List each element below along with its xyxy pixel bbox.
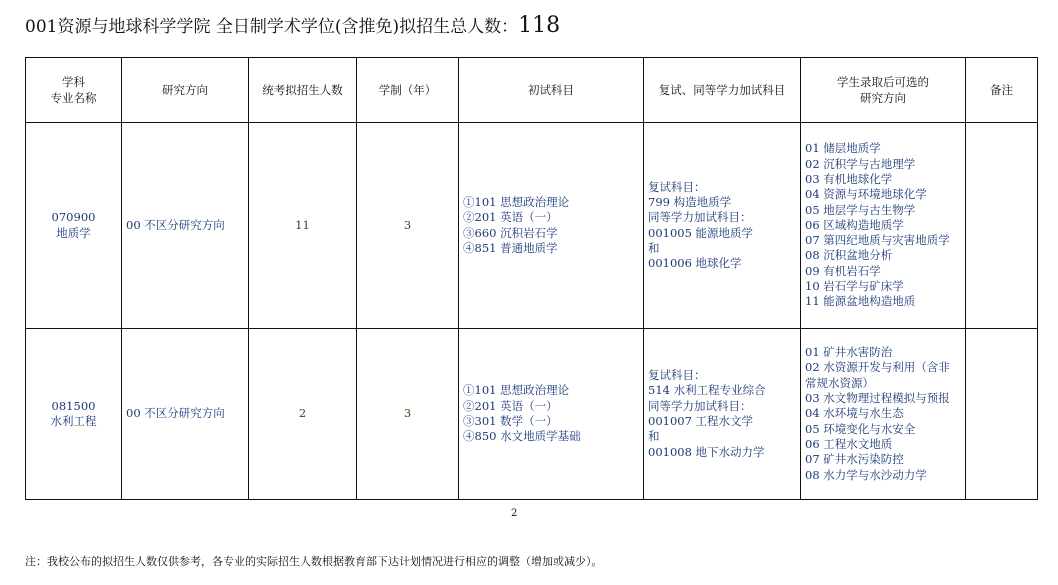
column-header: 研究方向 bbox=[122, 58, 249, 123]
line: 02 沉积学与古地理学 bbox=[805, 156, 916, 171]
major-name: 水利工程 bbox=[50, 414, 97, 428]
column-header: 复试、同等学力加试科目 bbox=[644, 58, 801, 123]
line: 10 岩石学与矿床学 bbox=[805, 279, 904, 294]
line: 06 区域构造地质学 bbox=[805, 217, 904, 232]
line: 复试科目： bbox=[648, 179, 706, 194]
major-name: 地质学 bbox=[56, 225, 91, 240]
column-header: 学制（年） bbox=[357, 58, 459, 123]
line: ④851 普通地质学 bbox=[463, 240, 558, 255]
line: 001007 工程水文学 bbox=[648, 414, 754, 428]
line: 03 水文物理过程模拟与预报 bbox=[805, 391, 950, 406]
table-row bbox=[26, 329, 1038, 500]
column-header: 统考拟招生人数 bbox=[249, 58, 357, 123]
remark-cell bbox=[966, 329, 1038, 500]
line: ①101 思想政治理论 bbox=[463, 194, 570, 209]
admissions-table bbox=[25, 57, 1038, 500]
line: 01 矿井水害防治 bbox=[805, 345, 893, 360]
retest-subjects-cell bbox=[644, 123, 801, 329]
retest-subjects-cell bbox=[644, 329, 801, 500]
line: 04 资源与环境地球化学 bbox=[805, 187, 927, 202]
line: 05 环境变化与水安全 bbox=[805, 421, 916, 436]
line: 08 沉积盆地分析 bbox=[805, 248, 893, 263]
line: 514 水利工程专业综合 bbox=[648, 383, 766, 398]
line: 和 bbox=[648, 429, 660, 444]
direction-cell: 00 不区分研究方向 bbox=[122, 123, 249, 329]
line: ②201 英语（一） bbox=[463, 210, 558, 225]
line: 07 矿井水污染防控 bbox=[805, 452, 904, 467]
table-row bbox=[26, 123, 1038, 329]
line: 02 水资源开发与利用（含非常规水资源） bbox=[805, 360, 950, 390]
remark-cell bbox=[966, 123, 1038, 329]
title-text: 001资源与地球科学学院 全日制学术学位(含推免)拟招生总人数： bbox=[25, 17, 519, 37]
line: 04 水环境与水生态 bbox=[805, 406, 904, 421]
line: 001006 地球化学 bbox=[648, 256, 742, 271]
column-header: 初试科目 bbox=[459, 58, 644, 123]
line: 08 水力学与水沙动力学 bbox=[805, 467, 927, 482]
direction-cell: 00 不区分研究方向 bbox=[122, 329, 249, 500]
column-header: 学科 专业名称 bbox=[26, 58, 122, 123]
line: 799 构造地质学 bbox=[648, 194, 732, 209]
page-title bbox=[25, 12, 560, 38]
line: 03 有机地球化学 bbox=[805, 171, 893, 186]
major-code: 081500 bbox=[51, 398, 96, 413]
research-options-cell bbox=[801, 123, 966, 329]
research-options-cell bbox=[801, 329, 966, 500]
line: 07 第四纪地质与灾害地质学 bbox=[805, 233, 950, 248]
major-cell bbox=[26, 123, 122, 329]
line: ②201 英语（一） bbox=[463, 398, 558, 413]
line: 001008 地下水动力学 bbox=[648, 444, 765, 459]
line: 同等学力加试科目： bbox=[648, 210, 752, 225]
major-code: 070900 bbox=[51, 210, 96, 225]
quota-cell: 2 bbox=[249, 329, 357, 500]
line: 06 工程水文地质 bbox=[805, 436, 893, 451]
page-number: 2 bbox=[511, 508, 518, 519]
years-cell: 3 bbox=[357, 329, 459, 500]
line: 09 有机岩石学 bbox=[805, 263, 881, 278]
footnote: 注：我校公布的拟招生人数仅供参考，各专业的实际招生人数根据教育部下达计划情况进行相应的调整（增加或减少）。 bbox=[25, 555, 603, 568]
line: 和 bbox=[648, 240, 660, 255]
line: 11 能源盆地构造地质 bbox=[805, 294, 916, 309]
column-header: 学生录取后可选的 研究方向 bbox=[801, 58, 966, 123]
quota-cell: 11 bbox=[249, 123, 357, 329]
line: ③660 沉积岩石学 bbox=[463, 225, 558, 240]
line: 复试科目： bbox=[648, 368, 706, 383]
line: 同等学力加试科目： bbox=[648, 398, 752, 413]
exam-subjects-cell bbox=[459, 329, 644, 500]
line: 01 储层地质学 bbox=[805, 141, 881, 156]
line: ③301 数学（一） bbox=[463, 414, 558, 428]
line: 05 地层学与古生物学 bbox=[805, 202, 916, 217]
exam-subjects-cell bbox=[459, 123, 644, 329]
years-cell: 3 bbox=[357, 123, 459, 329]
major-cell bbox=[26, 329, 122, 500]
line: ④850 水文地质学基础 bbox=[463, 429, 581, 444]
column-header: 备注 bbox=[966, 58, 1038, 123]
line: ①101 思想政治理论 bbox=[463, 383, 570, 398]
line: 001005 能源地质学 bbox=[648, 225, 754, 240]
total-count: 118 bbox=[518, 13, 561, 38]
